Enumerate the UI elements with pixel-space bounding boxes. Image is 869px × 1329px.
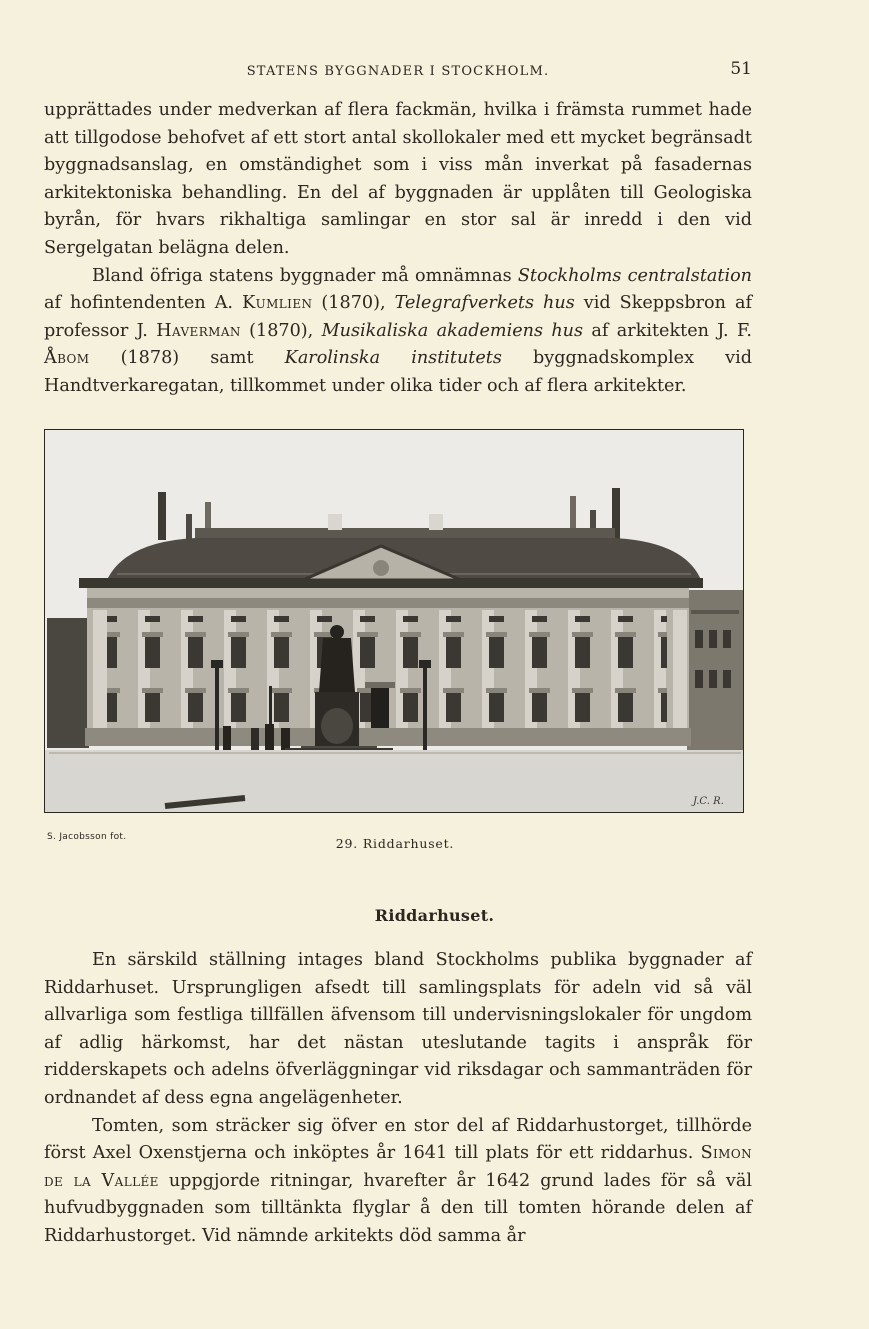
- building-illustration: [45, 430, 744, 813]
- text-run: af arkitekten J. F.: [583, 320, 753, 341]
- paragraph: [44, 263, 752, 401]
- top-text-block: [44, 97, 752, 401]
- architect-name: Åbom: [44, 348, 90, 369]
- riddarhuset-photograph: [44, 429, 744, 813]
- building-name: Stockholms centralstation: [517, 265, 752, 286]
- building-name: Telegrafverkets hus: [394, 293, 575, 314]
- text-run: (1878) samt: [89, 348, 285, 369]
- building-name: Karolinska institutets: [284, 348, 502, 369]
- architect-name: Kumlien: [242, 293, 313, 314]
- paragraph: upprättades under medverkan af flera fackmän, hvilka i främsta rummet hade att tillgodose behofvet af ett stort antal skollokaler med ett mycket begränsadt byggnadsanslag, en omständighet som i viss mån inverkat på fasadernas arkitektoniska behandling. En del af byggnaden är upplåten till Geologiska byrån, för hvars rikhaltiga samlingar en stor sal är inredd i den vid Sergelgatan belägna delen.: [44, 100, 752, 258]
- artist-signature: J.C. R.: [693, 796, 724, 807]
- running-title: STATENS BYGGNADER I STOCKHOLM.: [246, 64, 550, 79]
- text-run: vid Skeppsbron af professor J.: [44, 293, 752, 341]
- text-run: af hofintendenten A.: [44, 293, 243, 314]
- text-run: byggnadskomplex vid Handtverkaregatan, tillkommet under olika tider och af flera arkitekter.: [44, 348, 752, 396]
- text-run: Bland öfriga statens byggnader må omnämnas: [92, 265, 518, 286]
- architect-name: Haverman: [156, 320, 241, 341]
- section-heading: Riddarhuset.: [374, 906, 495, 925]
- figure-caption: 29. Riddarhuset.: [335, 836, 455, 851]
- paragraph: [44, 1113, 752, 1251]
- building-name: Musikaliska akademiens hus: [321, 320, 584, 341]
- text-run: (1870),: [240, 320, 322, 341]
- text-run: (1870),: [312, 293, 395, 314]
- photo-credit: S. Jacobsson fot.: [47, 832, 127, 842]
- text-run: uppgjorde ritningar, hvarefter år 1642 grund lades för så väl hufvudbyggnaden som tilltänkta flyglar å den till tomten hörande delen af Riddarhustorget. Vid nämnde arkitekts död samma år: [44, 1170, 752, 1246]
- page-number: 51: [730, 59, 752, 79]
- running-head: [44, 59, 752, 82]
- architect-name: Simon de la Vallée: [44, 1143, 752, 1191]
- paragraph: En särskild ställning intages bland Stockholms publika byggnader af Riddarhuset. Ursprungligen afsedt till samlingsplats för adeln vid så väl allvarliga som festliga tillfällen äfvensom till undervisningslokaler för ungdom af adlig härkomst, har det nästan uteslutande tagits i anspråk för ridderskapets och adelns öfverläggningar vid riksdagar och sammanträden för ordnandet af dess egna angelägenheter.: [44, 950, 752, 1108]
- text-run: Tomten, som sträcker sig öfver en stor del af Riddarhustorget, tillhörde först Axel Oxenstjerna och inköptes år 1641 till plats för ett riddarhus.: [44, 1115, 752, 1164]
- section-text-block: [44, 947, 752, 1251]
